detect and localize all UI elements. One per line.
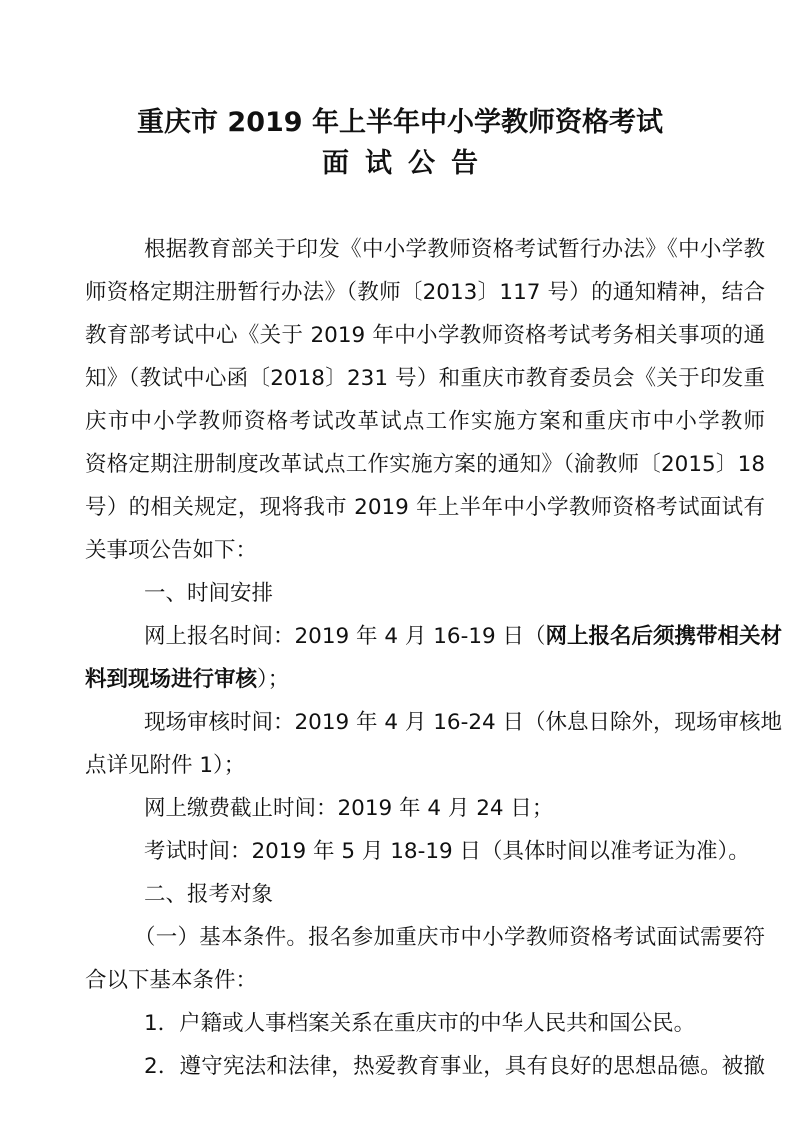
section-heading-applicants: 二、报考对象	[144, 882, 274, 907]
online-registration-line	[144, 622, 783, 652]
intro-line-1: 根据教育部关于印发《中小学教师资格考试暂行办法》《中小学教	[144, 237, 765, 262]
intro-line-3: 教育部考试中心《关于 2019 年中小学教师资格考试考务相关事项的通	[85, 323, 765, 348]
intro-line-8: 关事项公告如下：	[85, 538, 258, 563]
online-registration-end: ）；	[257, 667, 290, 692]
onsite-review-line-2: 点详见附件 1）；	[85, 753, 246, 778]
document-subtitle: 面试公告	[322, 148, 494, 179]
online-registration-label: 网上报名时间：2019 年 4 月 16-19 日（	[144, 624, 546, 649]
online-registration-note: 网上报名后须携带相关材	[545, 624, 783, 649]
intro-line-2: 师资格定期注册暂行办法》（教师〔2013〕117 号）的通知精神，结合	[85, 280, 765, 305]
online-registration-line-2	[85, 665, 289, 695]
online-registration-note-cont: 料到现场进行审核	[85, 667, 258, 692]
intro-line-7: 号）的相关规定，现将我市 2019 年上半年中小学教师资格考试面试有	[85, 495, 765, 520]
exam-time: 考试时间：2019 年 5 月 18-19 日（具体时间以准考证为准）。	[144, 839, 750, 864]
section-heading-time: 一、时间安排	[144, 581, 274, 606]
document-title: 重庆市 2019 年上半年中小学教师资格考试	[137, 107, 663, 138]
condition-item-2: 2．遵守宪法和法律，热爱教育事业，具有良好的思想品德。被撤	[144, 1054, 765, 1079]
intro-line-6: 资格定期注册制度改革试点工作实施方案的通知》（渝教师〔2015〕18	[85, 452, 765, 477]
payment-deadline: 网上缴费截止时间：2019 年 4 月 24 日；	[144, 796, 554, 821]
condition-item-1: 1．户籍或人事档案关系在重庆市的中华人民共和国公民。	[144, 1011, 696, 1036]
onsite-review-line: 现场审核时间：2019 年 4 月 16-24 日（休息日除外，现场审核地	[144, 710, 783, 735]
intro-line-4: 知》（教试中心函〔2018〕231 号）和重庆市教育委员会《关于印发重	[85, 366, 765, 391]
intro-line-5: 庆市中小学教师资格考试改革试点工作实施方案和重庆市中小学教师	[85, 409, 765, 434]
basic-conditions-line-2: 合以下基本条件：	[85, 968, 258, 993]
basic-conditions-line: （一）基本条件。报名参加重庆市中小学教师资格考试面试需要符	[134, 925, 765, 950]
